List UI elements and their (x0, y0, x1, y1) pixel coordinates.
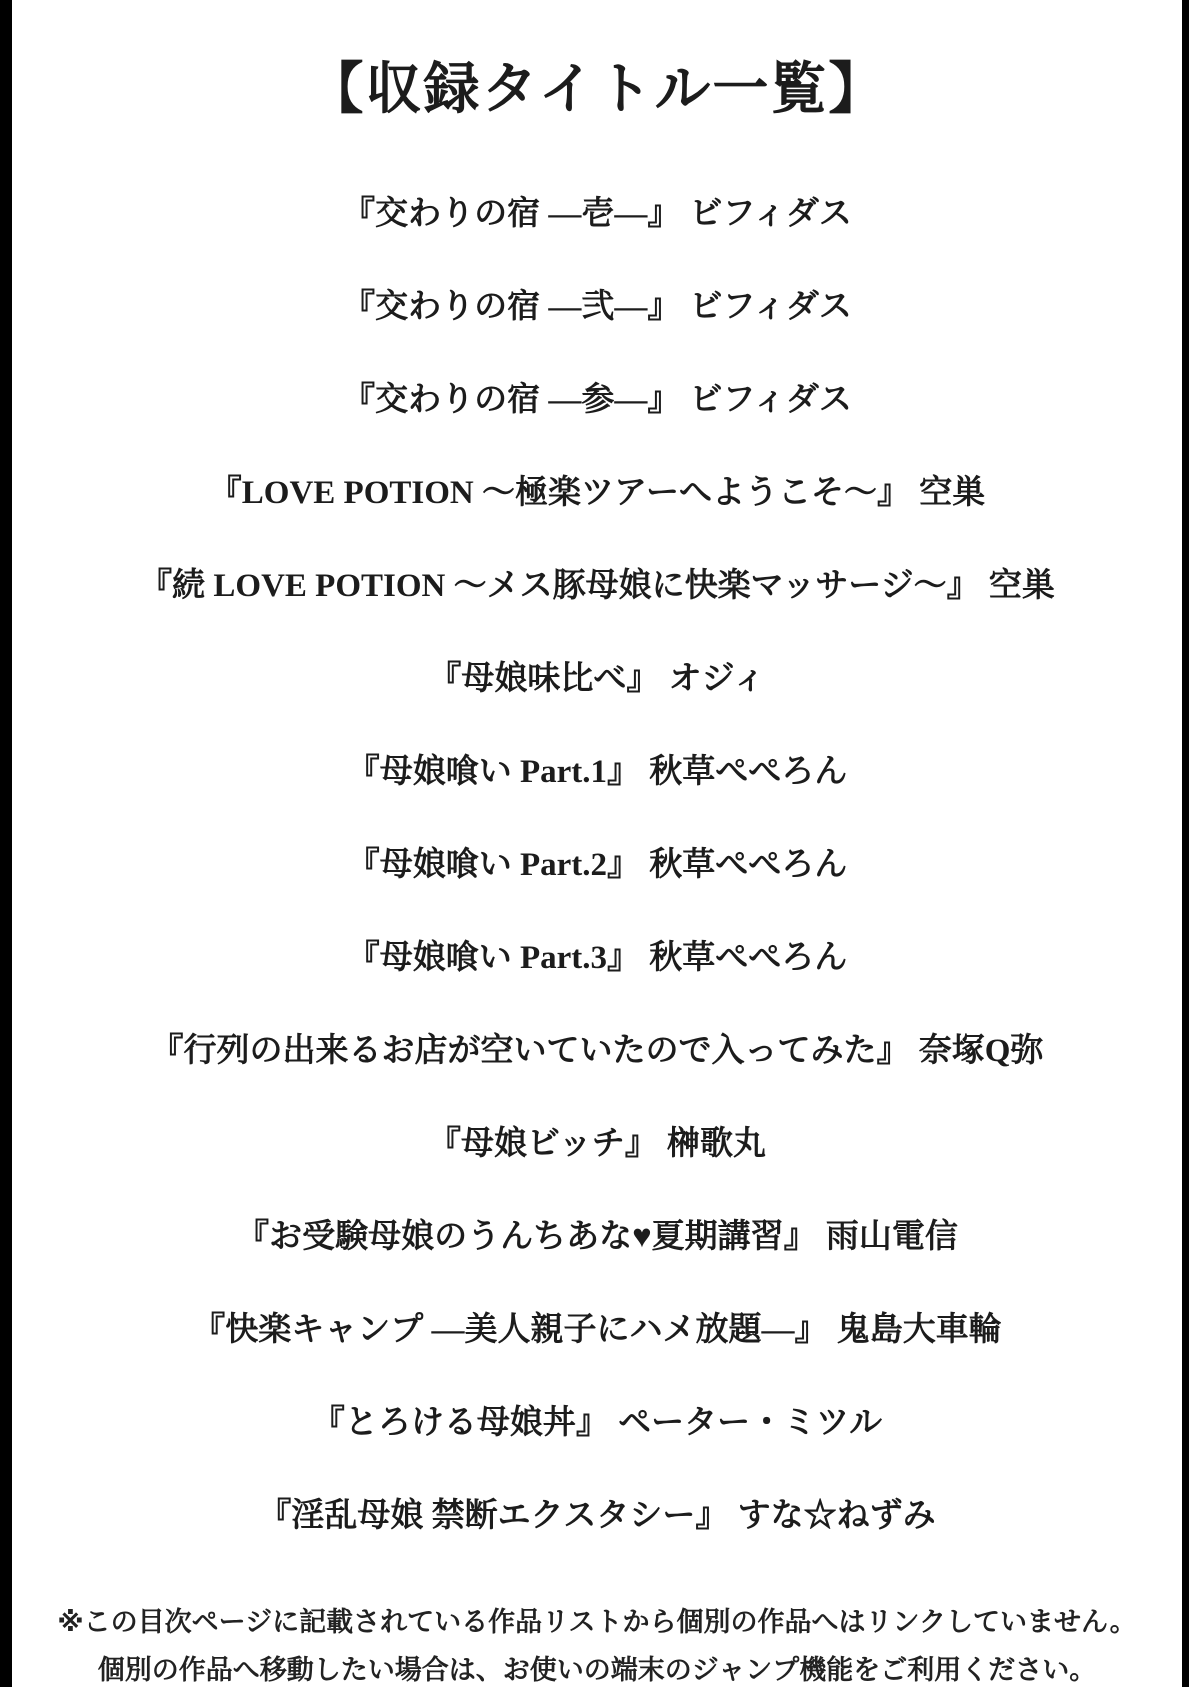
toc-entry-author: 空巣 (919, 474, 986, 511)
toc-entry-title: 『交わりの宿 ―弐―』 (342, 288, 681, 325)
toc-entry-title: 『母娘味比べ』 (428, 660, 660, 697)
toc-entry-title: 『LOVE POTION ～極楽ツアーへようこそ～』 (208, 474, 910, 511)
toc-entry-author: 秋草ぺぺろん (649, 753, 848, 790)
toc-entry-title: 『続 LOVE POTION ～メス豚母娘に快楽マッサージ～』 (139, 567, 980, 604)
toc-entry (258, 1496, 935, 1536)
toc-entry-title: 『交わりの宿 ―壱―』 (342, 195, 681, 232)
toc-entry (428, 1124, 766, 1164)
toc-entry (312, 1403, 882, 1443)
toc-entry (192, 1310, 1001, 1350)
footer-note (57, 1599, 1136, 1695)
toc-entry-author: オジィ (668, 660, 766, 697)
toc-entry-author: ビフィダス (689, 381, 852, 418)
toc-entry (428, 659, 765, 699)
toc-entry-title: 『お受験母娘のうんちあな♥夏期講習』 (236, 1218, 817, 1255)
toc-entry-author: 榊歌丸 (666, 1125, 766, 1162)
toc-entry-author: 鬼島大車輪 (836, 1311, 1002, 1348)
toc-entry-title: 『母娘喰い Part.2』 (346, 846, 641, 883)
toc-entry (347, 938, 848, 978)
toc-entry-author: 雨山電信 (825, 1218, 958, 1255)
toc-entry-author: 秋草ぺぺろん (649, 939, 848, 976)
footer-note-line1: ※この目次ページに記載されている作品リストから個別の作品へはリンクしていません。 (57, 1606, 1137, 1638)
toc-entry (347, 845, 848, 885)
toc-entry-title: 『母娘ビッチ』 (428, 1125, 658, 1162)
toc-entry-author: ビフィダス (689, 288, 852, 325)
toc-entry-title: 『快楽キャンプ ―美人親子にハメ放題―』 (192, 1311, 828, 1348)
toc-page (12, 0, 1182, 1687)
toc-entry-title: 『母娘喰い Part.1』 (346, 753, 641, 790)
toc-entry-author: ビフィダス (689, 195, 852, 232)
toc-entry-title: 『母娘喰い Part.3』 (346, 939, 641, 976)
toc-entry (342, 380, 852, 420)
toc-entry-author: ペーター・ミツル (618, 1404, 883, 1441)
toc-entry-author: 秋草ぺぺろん (649, 846, 848, 883)
footer-note-line2: 個別の作品へ移動したい場合は、お使いの端末のジャンプ機能をご利用ください。 (97, 1654, 1097, 1686)
toc-entry (139, 566, 1055, 606)
toc-list (139, 194, 1055, 1536)
toc-entry (236, 1217, 958, 1257)
toc-entry-author: 奈塚Q弥 (918, 1032, 1044, 1069)
page-edge-bar-left (0, 0, 12, 1687)
page-edge-bar-right (1182, 0, 1189, 1687)
toc-entry-title: 『交わりの宿 ―参―』 (342, 381, 681, 418)
toc-entry-title: 『とろける母娘丼』 (311, 1404, 609, 1441)
toc-entry (151, 1031, 1044, 1071)
toc-entry-title: 『淫乱母娘 禁断エクスタシー』 (258, 1497, 729, 1534)
toc-entry (347, 752, 848, 792)
page-title: 【収録タイトル一覧】 (307, 59, 887, 121)
toc-entry-title: 『行列の出来るお店が空いていたので入ってみた』 (150, 1032, 910, 1069)
toc-entry (342, 287, 852, 327)
toc-entry-author: 空巣 (988, 567, 1055, 604)
toc-entry (209, 473, 985, 513)
toc-entry (342, 194, 852, 234)
toc-entry-author: すな☆ねずみ (737, 1497, 936, 1534)
